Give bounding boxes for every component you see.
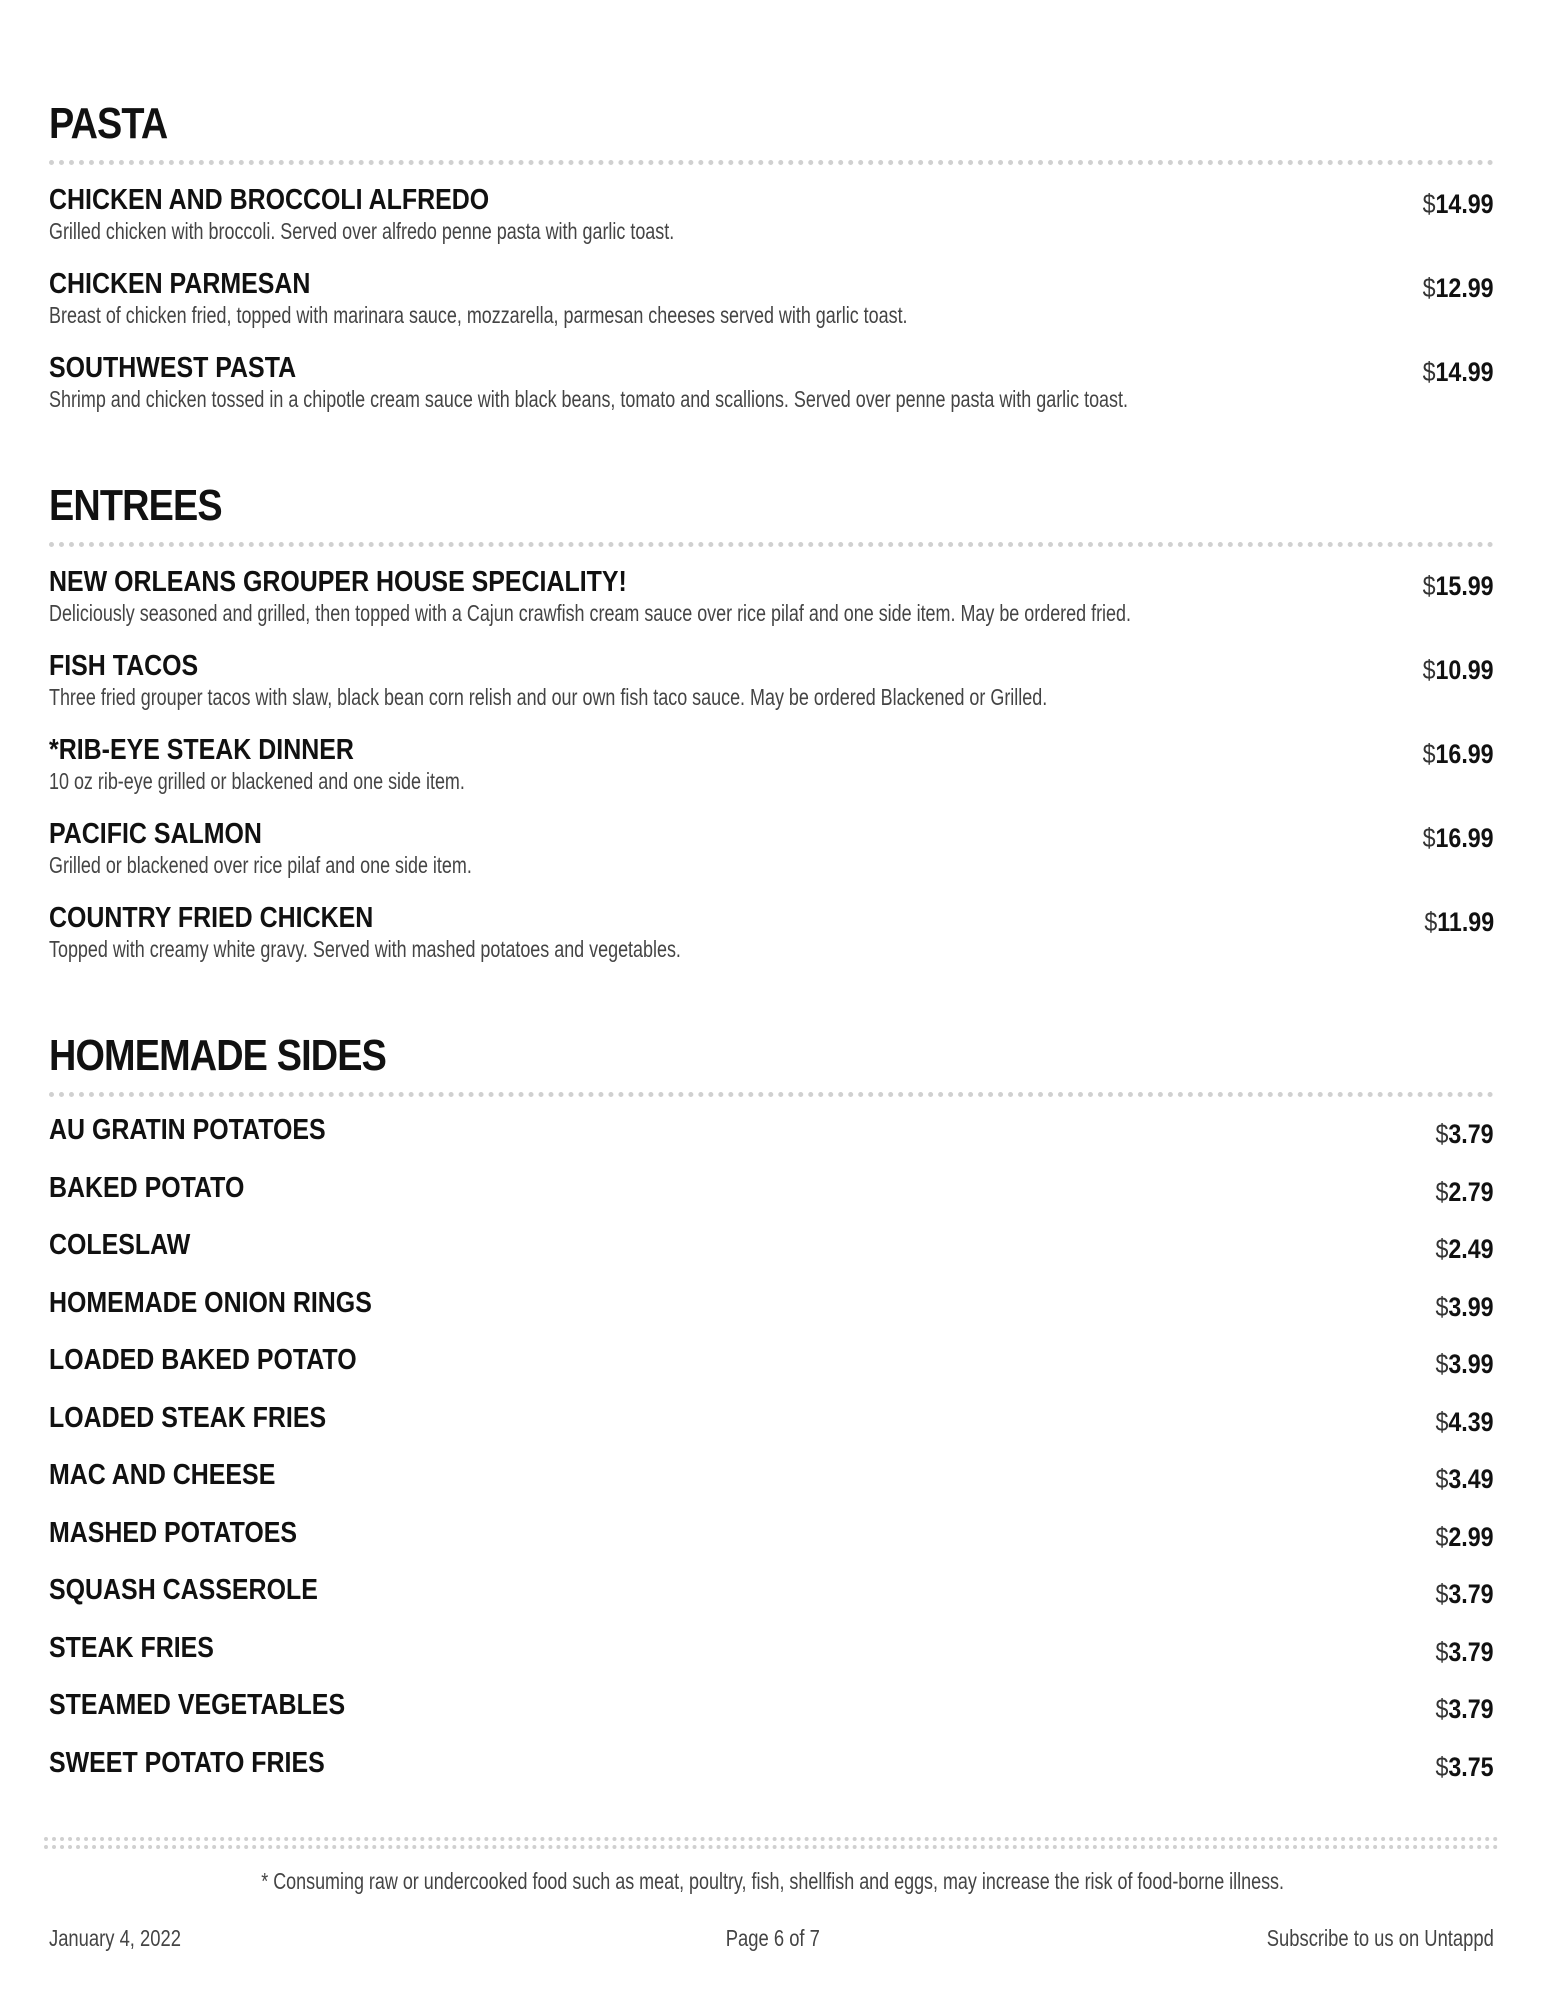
menu-item (49, 1401, 1494, 1459)
section-title: PASTA (49, 99, 168, 148)
item-name: COUNTRY FRIED CHICKEN (49, 902, 374, 934)
item-price: $3.79 (1435, 1694, 1494, 1724)
menu-item (49, 1573, 1494, 1631)
section-divider (49, 542, 1494, 547)
item-price: $3.79 (1435, 1579, 1494, 1609)
item-name: MASHED POTATOES (49, 1516, 298, 1549)
item-name: CHICKEN AND BROCCOLI ALFREDO (49, 184, 490, 216)
menu-item (49, 733, 1494, 817)
item-price: $3.99 (1435, 1291, 1494, 1322)
item-price: $3.49 (1435, 1464, 1494, 1494)
item-price: $2.79 (1435, 1176, 1494, 1207)
menu-item (49, 267, 1494, 351)
section-title: ENTREES (49, 481, 222, 530)
menu-item (49, 1113, 1494, 1171)
menu-item (49, 1228, 1494, 1286)
menu-item (49, 1458, 1494, 1516)
menu-item (49, 901, 1494, 985)
menu-item (49, 1746, 1494, 1804)
item-name: LOADED BAKED POTATO (49, 1344, 357, 1376)
item-name: CHICKEN PARMESAN (49, 268, 311, 300)
item-price: $14.99 (1422, 357, 1494, 387)
item-price: $14.99 (1422, 189, 1494, 219)
item-name: COLESLAW (49, 1229, 191, 1261)
item-price: $3.75 (1435, 1751, 1494, 1782)
menu-item (49, 1171, 1494, 1229)
item-price: $2.49 (1435, 1234, 1494, 1264)
item-description: Breast of chicken fried, topped with marinara sauce, mozzarella, parmesan cheeses served with garlic toast. (49, 302, 908, 328)
item-description: Grilled or blackened over rice pilaf and one side item. (49, 852, 472, 878)
section-divider (49, 1092, 1494, 1097)
item-description: 10 oz rib-eye grilled or blackened and one side item. (49, 768, 465, 794)
item-price: $3.99 (1435, 1349, 1494, 1379)
item-price: $3.79 (1435, 1636, 1494, 1667)
item-description: Three fried grouper tacos with slaw, black bean corn relish and our own fish taco sauce. May be ordered Blackened or Grilled. (49, 684, 1048, 710)
item-price: $16.99 (1422, 823, 1494, 853)
item-description: Shrimp and chicken tossed in a chipotle cream sauce with black beans, tomato and scallions. Served over penne pasta with garlic toast. (49, 386, 1128, 412)
item-name: *RIB-EYE STEAK DINNER (49, 734, 354, 766)
item-name: MAC AND CHEESE (49, 1459, 276, 1491)
menu-item (49, 183, 1494, 267)
item-description: Deliciously seasoned and grilled, then topped with a Cajun crawfish cream sauce over rice pilaf and one side item. May be ordered fried. (49, 600, 1131, 626)
item-price: $10.99 (1422, 655, 1494, 685)
menu-item (49, 351, 1494, 435)
menu-date: January 4, 2022 (49, 1925, 181, 1951)
entrees-section (49, 480, 1494, 985)
item-name: FISH TACOS (49, 650, 199, 682)
footer-divider (44, 1837, 1499, 1853)
item-price: $11.99 (1424, 907, 1494, 937)
item-name: LOADED STEAK FRIES (49, 1401, 327, 1434)
item-name: PACIFIC SALMON (49, 818, 262, 850)
item-price: $2.99 (1435, 1521, 1494, 1552)
menu-item (49, 1516, 1494, 1574)
item-name: SWEET POTATO FRIES (49, 1746, 325, 1779)
item-name: BAKED POTATO (49, 1171, 245, 1204)
menu-item (49, 1343, 1494, 1401)
item-name: STEAK FRIES (49, 1631, 214, 1664)
item-name: SOUTHWEST PASTA (49, 352, 297, 384)
menu-item (49, 649, 1494, 733)
item-price: $15.99 (1422, 571, 1494, 601)
menu-item (49, 565, 1494, 649)
menu-item (49, 1286, 1494, 1344)
page-number: Page 6 of 7 (725, 1925, 820, 1951)
sides-section (49, 1030, 1494, 1803)
item-name: STEAMED VEGETABLES (49, 1689, 346, 1721)
pasta-section (49, 98, 1494, 435)
item-name: NEW ORLEANS GROUPER HOUSE SPECIALITY! (49, 566, 627, 598)
section-divider (49, 160, 1494, 165)
item-description: Grilled chicken with broccoli. Served over alfredo penne pasta with garlic toast. (49, 218, 675, 244)
subscribe-text: Subscribe to us on Untappd (1266, 1925, 1494, 1951)
item-price: $12.99 (1422, 273, 1494, 303)
menu-item (49, 1688, 1494, 1746)
item-price: $16.99 (1422, 739, 1494, 769)
item-price: $3.79 (1435, 1119, 1494, 1149)
item-description: Topped with creamy white gravy. Served with mashed potatoes and vegetables. (49, 936, 681, 962)
menu-item (49, 1631, 1494, 1689)
item-name: HOMEMADE ONION RINGS (49, 1286, 372, 1319)
item-name: AU GRATIN POTATOES (49, 1114, 326, 1146)
item-price: $4.39 (1435, 1406, 1494, 1437)
menu-item (49, 817, 1494, 901)
food-safety-disclaimer: * Consuming raw or undercooked food such as meat, poultry, fish, shellfish and eggs, may increase the risk of food-borne illness. (261, 1868, 1284, 1894)
section-title: HOMEMADE SIDES (49, 1031, 386, 1080)
item-name: SQUASH CASSEROLE (49, 1574, 318, 1606)
